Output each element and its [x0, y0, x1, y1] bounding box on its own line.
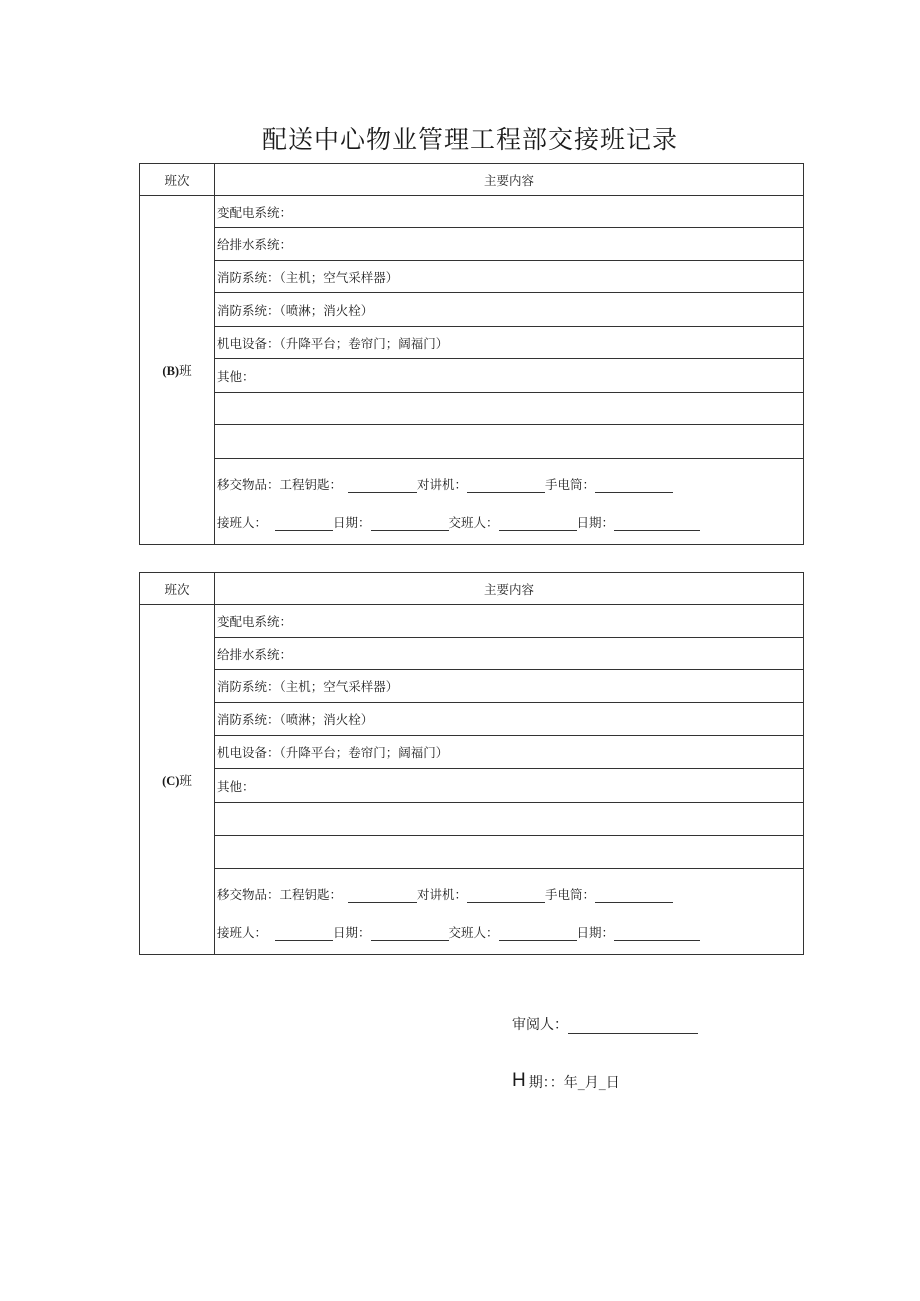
giver-field[interactable]: [499, 926, 577, 941]
content-column-header: 主要内容: [215, 164, 804, 196]
shift-column-header: 班次: [140, 573, 215, 605]
blank-row[interactable]: [215, 393, 804, 425]
handover-items-line: 移交物品： 工程钥匙： 对讲机： 手电筒：: [217, 473, 803, 493]
item-mech-equipment[interactable]: 机电设备：（升降平台；卷帘门；阔福门）: [215, 327, 804, 359]
reviewer-field[interactable]: [568, 1017, 698, 1034]
item-fire-host[interactable]: 消防系统：（主机；空气采样器）: [215, 261, 804, 293]
key-field[interactable]: [348, 888, 417, 903]
radio-field[interactable]: [467, 888, 545, 903]
shift-column-header: 班次: [140, 164, 215, 196]
review-date-prefix: H: [512, 1070, 526, 1091]
item-water-system[interactable]: 给排水系统：: [215, 638, 804, 670]
item-power-system[interactable]: 变配电系统：: [215, 605, 804, 638]
shift-suffix: 班: [179, 363, 192, 378]
shift-label-c: [140, 605, 215, 955]
shift-label-b: [140, 196, 215, 545]
handover-table-c: [139, 572, 804, 955]
shift-suffix: 班: [179, 772, 192, 788]
review-date-label[interactable]: 期：：年_月_日: [528, 1075, 620, 1091]
page-title: 配送中心物业管理工程部交接班记录: [261, 125, 678, 154]
reviewer-line: [512, 1014, 698, 1034]
review-date-line: [512, 1070, 620, 1092]
give-date-field[interactable]: [614, 516, 700, 531]
blank-row[interactable]: [215, 836, 804, 869]
receive-date-field[interactable]: [371, 926, 449, 941]
receiver-field[interactable]: [275, 516, 333, 531]
blank-row[interactable]: [215, 425, 804, 459]
item-fire-host[interactable]: 消防系统：（主机；空气采样器）: [215, 670, 804, 703]
item-fire-sprinkler[interactable]: 消防系统：（喷淋；消火栓）: [215, 703, 804, 736]
item-other[interactable]: 其他：: [215, 359, 804, 393]
item-water-system[interactable]: 给排水系统：: [215, 228, 804, 261]
item-fire-sprinkler[interactable]: 消防系统：（喷淋；消火栓）: [215, 293, 804, 327]
key-field[interactable]: [348, 478, 417, 493]
shift-code: (C): [162, 773, 180, 788]
content-column-header: 主要内容: [215, 573, 804, 605]
torch-field[interactable]: [595, 478, 673, 493]
shift-code: (B): [162, 364, 180, 378]
handover-cell: [215, 869, 804, 955]
give-date-field[interactable]: [614, 926, 700, 941]
reviewer-label: 审阅人：: [512, 1017, 568, 1033]
handover-items-line: 移交物品： 工程钥匙： 对讲机： 手电筒：: [217, 883, 803, 903]
receive-date-field[interactable]: [371, 516, 449, 531]
torch-field[interactable]: [595, 888, 673, 903]
handover-table-b: [139, 163, 804, 545]
item-mech-equipment[interactable]: 机电设备：（升降平台；卷帘门；阔福门）: [215, 736, 804, 769]
signature-line: 接班人： 日期： 交班人： 日期：: [217, 921, 803, 941]
item-other[interactable]: 其他：: [215, 769, 804, 803]
signature-line: 接班人： 日期： 交班人： 日期：: [217, 511, 803, 531]
handover-cell: [215, 459, 804, 545]
blank-row[interactable]: [215, 803, 804, 836]
giver-field[interactable]: [499, 516, 577, 531]
receiver-field[interactable]: [275, 926, 333, 941]
item-power-system[interactable]: 变配电系统：: [215, 196, 804, 228]
radio-field[interactable]: [467, 478, 545, 493]
